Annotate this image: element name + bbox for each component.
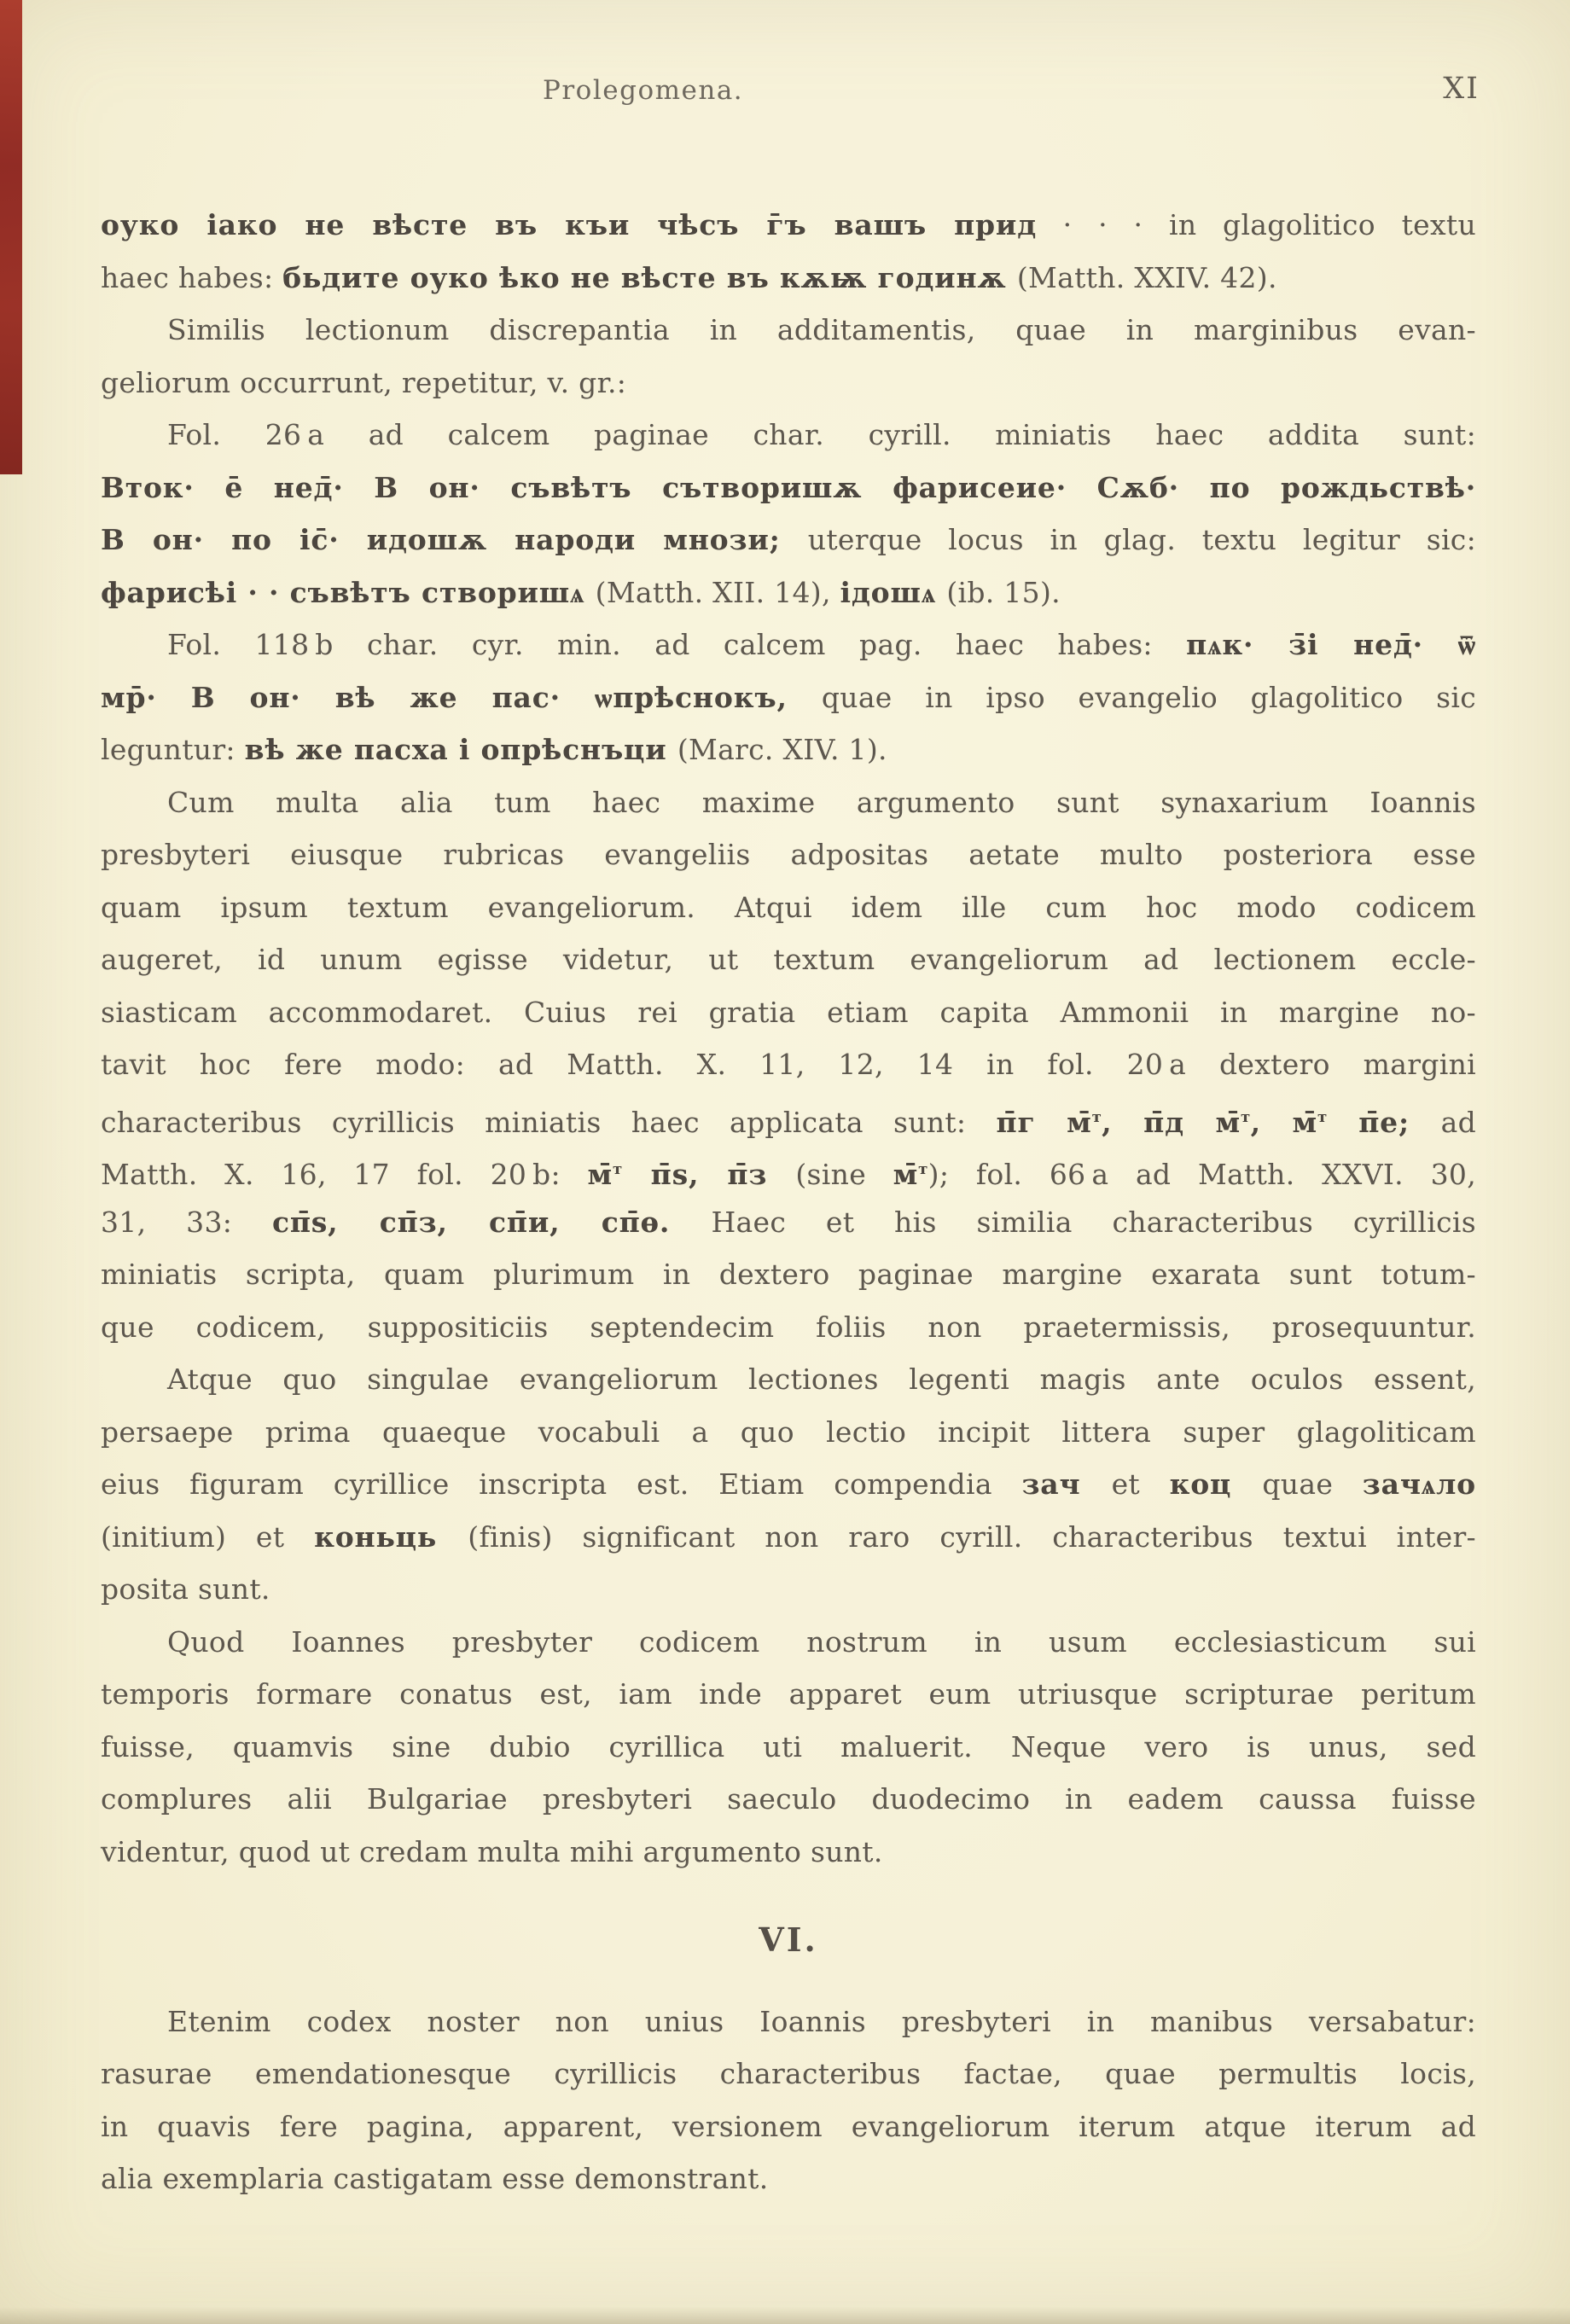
text-line xyxy=(101,1773,1476,1826)
superscript-segment: т xyxy=(1317,1107,1328,1126)
text-line xyxy=(101,986,1476,1039)
text-line xyxy=(101,2153,1476,2205)
text-line xyxy=(101,828,1476,881)
text-line xyxy=(101,1616,1476,1669)
text-line xyxy=(101,304,1476,357)
slavonic-text-segment: Вток· е̄ нед̄· В он· съвѣтъ сътворишѫ фарисеие· Сѫб· по рождьствѣ· xyxy=(101,470,1476,504)
latin-text-segment: ad xyxy=(1440,1105,1476,1139)
slavonic-text-segment: п̄ѕ, п̄з xyxy=(622,1158,796,1191)
text-line xyxy=(101,1996,1476,2048)
latin-text-segment: Cum multa alia tum haec maxime argumento sunt synaxarium Ioannis xyxy=(167,785,1476,819)
latin-text-segment: in quavis fere pagina, apparent, versionem evangeliorum iterum atque iterum ad xyxy=(101,2109,1476,2143)
latin-text-segment: posita sunt. xyxy=(101,1572,270,1606)
paragraph xyxy=(101,619,1476,776)
latin-text-segment: Similis lectionum discrepantia in additamentis, quae in marginibus evan- xyxy=(167,313,1476,346)
latin-text-segment: que codicem, suppositiciis septendecim foliis non praetermissis, prosequuntur. xyxy=(101,1310,1476,1344)
paragraph xyxy=(101,199,1476,304)
latin-text-segment: Fol. 118 b char. cyr. min. ad calcem pag. haec habes: xyxy=(167,628,1187,661)
text-block xyxy=(101,199,1476,2205)
slavonic-text-segment: , м̄ xyxy=(1250,1105,1317,1139)
superscript-segment: т xyxy=(1241,1107,1251,1126)
left-edge-red-strip xyxy=(0,0,22,474)
latin-text-segment: (Marc. XIV. 1). xyxy=(677,733,887,766)
slavonic-text-segment: коньць xyxy=(314,1519,468,1554)
slavonic-text-segment: м̄ xyxy=(893,1158,919,1191)
text-line xyxy=(101,933,1476,986)
latin-text-segment: · · · in glagolitico textu xyxy=(1037,208,1476,241)
superscript-segment: т xyxy=(1091,1107,1102,1126)
running-header-title: Prolegomena. xyxy=(543,75,744,106)
text-line xyxy=(101,357,1476,410)
latin-text-segment: (Matth. XII. 14), xyxy=(595,575,840,609)
paragraph xyxy=(101,1353,1476,1616)
latin-text-segment: Haec et his similia characteribus cyrillicis xyxy=(711,1205,1476,1239)
latin-text-segment: quam ipsum textum evangeliorum. Atqui idem ille cum hoc modo codicem xyxy=(101,890,1476,924)
latin-text-segment: presbyteri eiusque rubricas evangeliis adpositas aetate multo posteriora esse xyxy=(101,838,1476,871)
text-line xyxy=(101,1196,1476,1249)
slavonic-text-segment: оуко іако не вѣсте въ къи чѣсъ г̄ъ вашъ прид xyxy=(101,208,1038,241)
text-line xyxy=(101,2100,1476,2153)
slavonic-text-segment: коц xyxy=(1169,1467,1263,1501)
text-line xyxy=(101,462,1476,514)
latin-text-segment: ); fol. 66 a ad Matth. XXVI. 30, xyxy=(927,1158,1476,1191)
text-line xyxy=(101,619,1476,671)
slavonic-text-segment: зач xyxy=(1021,1467,1112,1501)
latin-text-segment: alia exemplaria castigatam esse demonstrant. xyxy=(101,2162,769,2195)
text-line xyxy=(101,514,1476,566)
latin-text-segment: tavit hoc fere modo: ad Matth. X. 11, 12, 14 in fol. 20 a dextero margini xyxy=(101,1048,1476,1081)
text-line xyxy=(101,252,1476,305)
paragraph xyxy=(101,1616,1476,1879)
section-heading: VI. xyxy=(759,1920,818,1959)
latin-text-segment: (initium) et xyxy=(101,1519,315,1554)
page-number: XI xyxy=(1443,72,1480,106)
text-line xyxy=(101,1406,1476,1459)
text-line xyxy=(101,1511,1476,1564)
latin-text-segment: quae in ipso evangelio glagolitico sic xyxy=(821,680,1476,714)
slavonic-text-segment: вѣ же пасха і опрѣснъци xyxy=(244,733,677,766)
text-line xyxy=(101,671,1476,724)
latin-text-segment: fuisse, quamvis sine dubio cyrillica uti maluerit. Neque vero is unus, sed xyxy=(101,1729,1476,1763)
slavonic-text-segment: зачѧло xyxy=(1362,1467,1476,1501)
slavonic-text-segment: , п̄д м̄ xyxy=(1102,1105,1241,1139)
latin-text-segment: et xyxy=(1111,1467,1170,1501)
text-line xyxy=(101,1668,1476,1721)
bottom-edge-shadow xyxy=(0,2307,1570,2324)
slavonic-text-segment: сп̄ѕ, сп̄з, сп̄и, сп̄ѳ. xyxy=(271,1205,712,1239)
text-line xyxy=(101,2048,1476,2100)
latin-text-segment: Etenim codex noster non unius Ioannis presbyteri in manibus versabatur: xyxy=(167,2004,1476,2038)
text-line xyxy=(101,199,1476,252)
text-line xyxy=(101,1563,1476,1616)
paragraph xyxy=(101,776,1476,1354)
latin-text-segment: rasurae emendationesque cyrillicis characteribus factae, quae permultis locis, xyxy=(101,2057,1476,2090)
paragraph xyxy=(101,304,1476,409)
text-line xyxy=(101,1248,1476,1301)
slavonic-text-segment: п̄е; xyxy=(1327,1105,1441,1139)
latin-text-segment: haec habes: xyxy=(101,260,283,294)
latin-text-segment: Quod Ioannes presbyter codicem nostrum in usum ecclesiasticum sui xyxy=(167,1624,1476,1659)
text-line xyxy=(101,1353,1476,1406)
slavonic-text-segment: м̄ xyxy=(587,1158,613,1191)
paragraph xyxy=(101,409,1476,619)
slavonic-text-segment: ідошѧ xyxy=(840,575,947,609)
latin-text-segment: videntur, quod ut credam multa mihi argumento sunt. xyxy=(101,1834,883,1868)
text-line xyxy=(101,1301,1476,1354)
slavonic-text-segment: мр̄· В он· вѣ же пас· ѡпрѣснокъ, xyxy=(101,680,822,714)
latin-text-segment: (sine xyxy=(795,1158,893,1191)
slavonic-text-segment: п̄г м̄ xyxy=(996,1105,1092,1139)
slavonic-text-segment: пѧк· з̄і нед̄· ѿ xyxy=(1186,628,1476,661)
latin-text-segment: complures alii Bulgariae presbyteri saeculo duodecimo in eadem caussa fuisse xyxy=(101,1782,1476,1816)
latin-text-segment: Fol. 26 a ad calcem paginae char. cyrill. miniatis haec addita sunt: xyxy=(167,418,1476,451)
text-line xyxy=(101,1721,1476,1774)
latin-text-segment: characteribus cyrillicis miniatis haec applicata sunt: xyxy=(101,1105,997,1139)
latin-text-segment: 31, 33: xyxy=(101,1205,272,1239)
text-line xyxy=(101,1038,1476,1091)
text-line xyxy=(101,881,1476,934)
text-line xyxy=(101,409,1476,462)
text-line xyxy=(101,566,1476,619)
latin-text-segment: siasticam accommodaret. Cuius rei gratia etiam capita Ammonii in margine no- xyxy=(101,995,1476,1029)
latin-text-segment: temporis formare conatus est, iam inde apparet eum utriusque scripturae peritum xyxy=(101,1677,1476,1711)
latin-text-segment: quae xyxy=(1262,1467,1363,1501)
text-line xyxy=(101,1091,1476,1144)
latin-text-segment: (finis) significant non raro cyrill. characteribus textui inter- xyxy=(468,1519,1476,1554)
latin-text-segment: (ib. 15). xyxy=(946,575,1061,609)
slavonic-text-segment: бьдите оуко ѣко не вѣсте въ кѫѭ годинѫ xyxy=(282,260,1017,294)
text-line xyxy=(101,1826,1476,1879)
superscript-segment: т xyxy=(918,1160,928,1178)
latin-text-segment: leguntur: xyxy=(101,733,245,766)
latin-text-segment: uterque locus in glag. textu legitur sic: xyxy=(807,523,1476,556)
latin-text-segment: geliorum occurrunt, repetitur, v. gr.: xyxy=(101,365,627,399)
paragraph xyxy=(101,1996,1476,2205)
latin-text-segment: Matth. X. 16, 17 fol. 20 b: xyxy=(101,1158,588,1191)
latin-text-segment: augeret, id unum egisse videtur, ut textum evangeliorum ad lectionem eccle- xyxy=(101,943,1476,976)
text-line xyxy=(101,1458,1476,1511)
slavonic-text-segment: В он· по іс̄· идошѫ народи мнози; xyxy=(101,523,808,556)
text-line xyxy=(101,723,1476,776)
slavonic-text-segment: фарисѣі · · съвѣтъ створишѧ xyxy=(101,575,596,609)
latin-text-segment: miniatis scripta, quam plurimum in dextero paginae margine exarata sunt totum- xyxy=(101,1258,1476,1291)
latin-text-segment: (Matth. XXIV. 42). xyxy=(1016,260,1277,294)
text-line xyxy=(101,776,1476,829)
latin-text-segment: Atque quo singulae evangeliorum lectiones legenti magis ante oculos essent, xyxy=(167,1362,1476,1396)
text-line xyxy=(101,1143,1476,1196)
latin-text-segment: eius figuram cyrillice inscripta est. Etiam compendia xyxy=(101,1467,1022,1501)
superscript-segment: т xyxy=(613,1160,623,1178)
latin-text-segment: persaepe prima quaeque vocabuli a quo lectio incipit littera super glagoliticam xyxy=(101,1415,1476,1449)
